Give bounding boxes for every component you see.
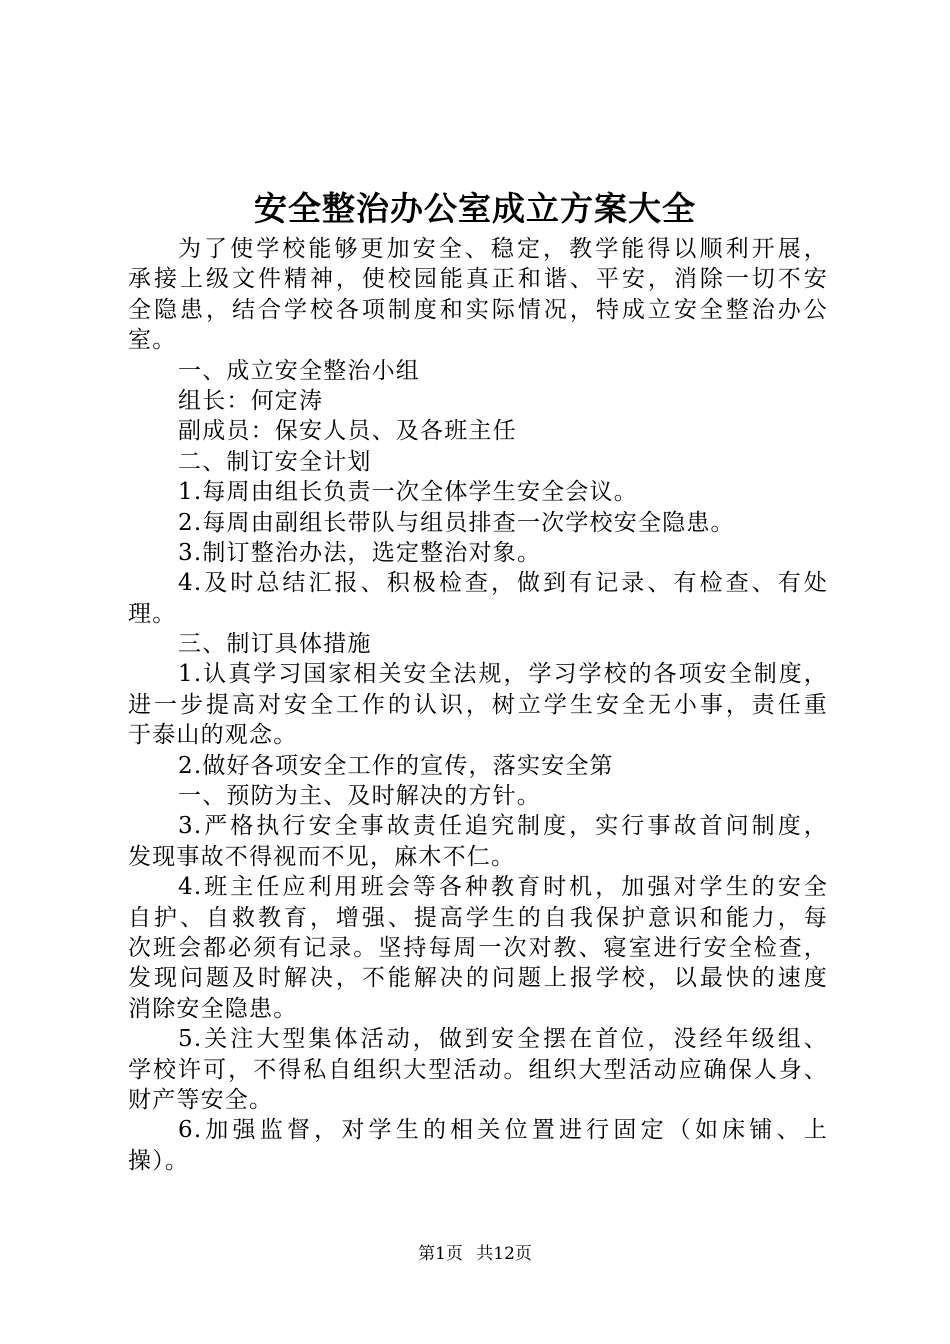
body-line: 2.每周由副组长带队与组员排查一次学校安全隐患。 <box>178 509 735 536</box>
page-footer <box>0 1242 950 1266</box>
body-line: 1.每周由组长负责一次全体学生安全会议。 <box>178 479 638 506</box>
body-line: 一、预防为主、及时解决的方针。 <box>178 783 541 810</box>
body-line: 三、制订具体措施 <box>178 631 372 658</box>
body-line: 操）。 <box>128 1147 190 1174</box>
body-line: 4.班主任应利用班会等各种教育时机，加强对学生的安全 <box>178 874 828 901</box>
body-line: 发现事故不得视而不见，麻木不仁。 <box>128 843 516 870</box>
body-line: 5.关注大型集体活动，做到安全摆在首位，没经年级组、 <box>178 1026 828 1053</box>
body-line: 副成员：保安人员、及各班主任 <box>178 418 517 445</box>
body-line: 理。 <box>128 600 177 627</box>
body-line: 进一步提高对安全工作的认识，树立学生安全无小事，责任重 <box>128 691 828 718</box>
body-line: 于泰山的观念。 <box>128 722 298 749</box>
body-line: 1.认真学习国家相关安全法规，学习学校的各项安全制度， <box>178 661 828 688</box>
body-line: 3.严格执行安全事故责任追究制度，实行事故首问制度， <box>178 813 828 840</box>
body-line: 二、制订安全计划 <box>178 448 372 475</box>
body-line: 次班会都必须有记录。坚持每周一次对教、寝室进行安全检查， <box>128 934 828 961</box>
body-line: 全隐患，结合学校各项制度和实际情况，特成立安全整治办公 <box>128 296 828 323</box>
body-line: 消除安全隐患。 <box>128 995 298 1022</box>
body-line: 室。 <box>128 327 177 354</box>
body-line: 自护、自救教育，增强、提高学生的自我保护意识和能力，每 <box>128 904 828 931</box>
body-line: 发现问题及时解决，不能解决的问题上报学校，以最快的速度 <box>128 965 828 992</box>
document-body <box>128 234 828 1176</box>
body-line: 承接上级文件精神，使校园能真正和谐、平安，消除一切不安 <box>128 266 828 293</box>
body-line: 为了使学校能够更加安全、稳定，教学能得以顺利开展， <box>178 236 828 262</box>
body-line: 6.加强监督，对学生的相关位置进行固定（如床铺、上 <box>178 1117 828 1144</box>
body-line: 财产等安全。 <box>128 1086 274 1113</box>
document-title: 安全整治办公室成立方案大全 <box>254 189 696 228</box>
body-line: 3.制订整治办法，选定整治对象。 <box>178 539 542 566</box>
body-line: 组长：何定涛 <box>178 387 324 414</box>
page-number: 第1页 <box>418 1244 463 1264</box>
body-line: 4.及时总结汇报、积极检查，做到有记录、有检查、有处 <box>178 570 828 597</box>
body-line: 2.做好各项安全工作的宣传，落实安全第 <box>178 752 614 779</box>
body-line: 一、成立安全整治小组 <box>178 357 420 384</box>
page-total: 共12页 <box>476 1244 532 1264</box>
body-line: 学校许可，不得私自组织大型活动。组织大型活动应确保人身、 <box>128 1056 828 1083</box>
